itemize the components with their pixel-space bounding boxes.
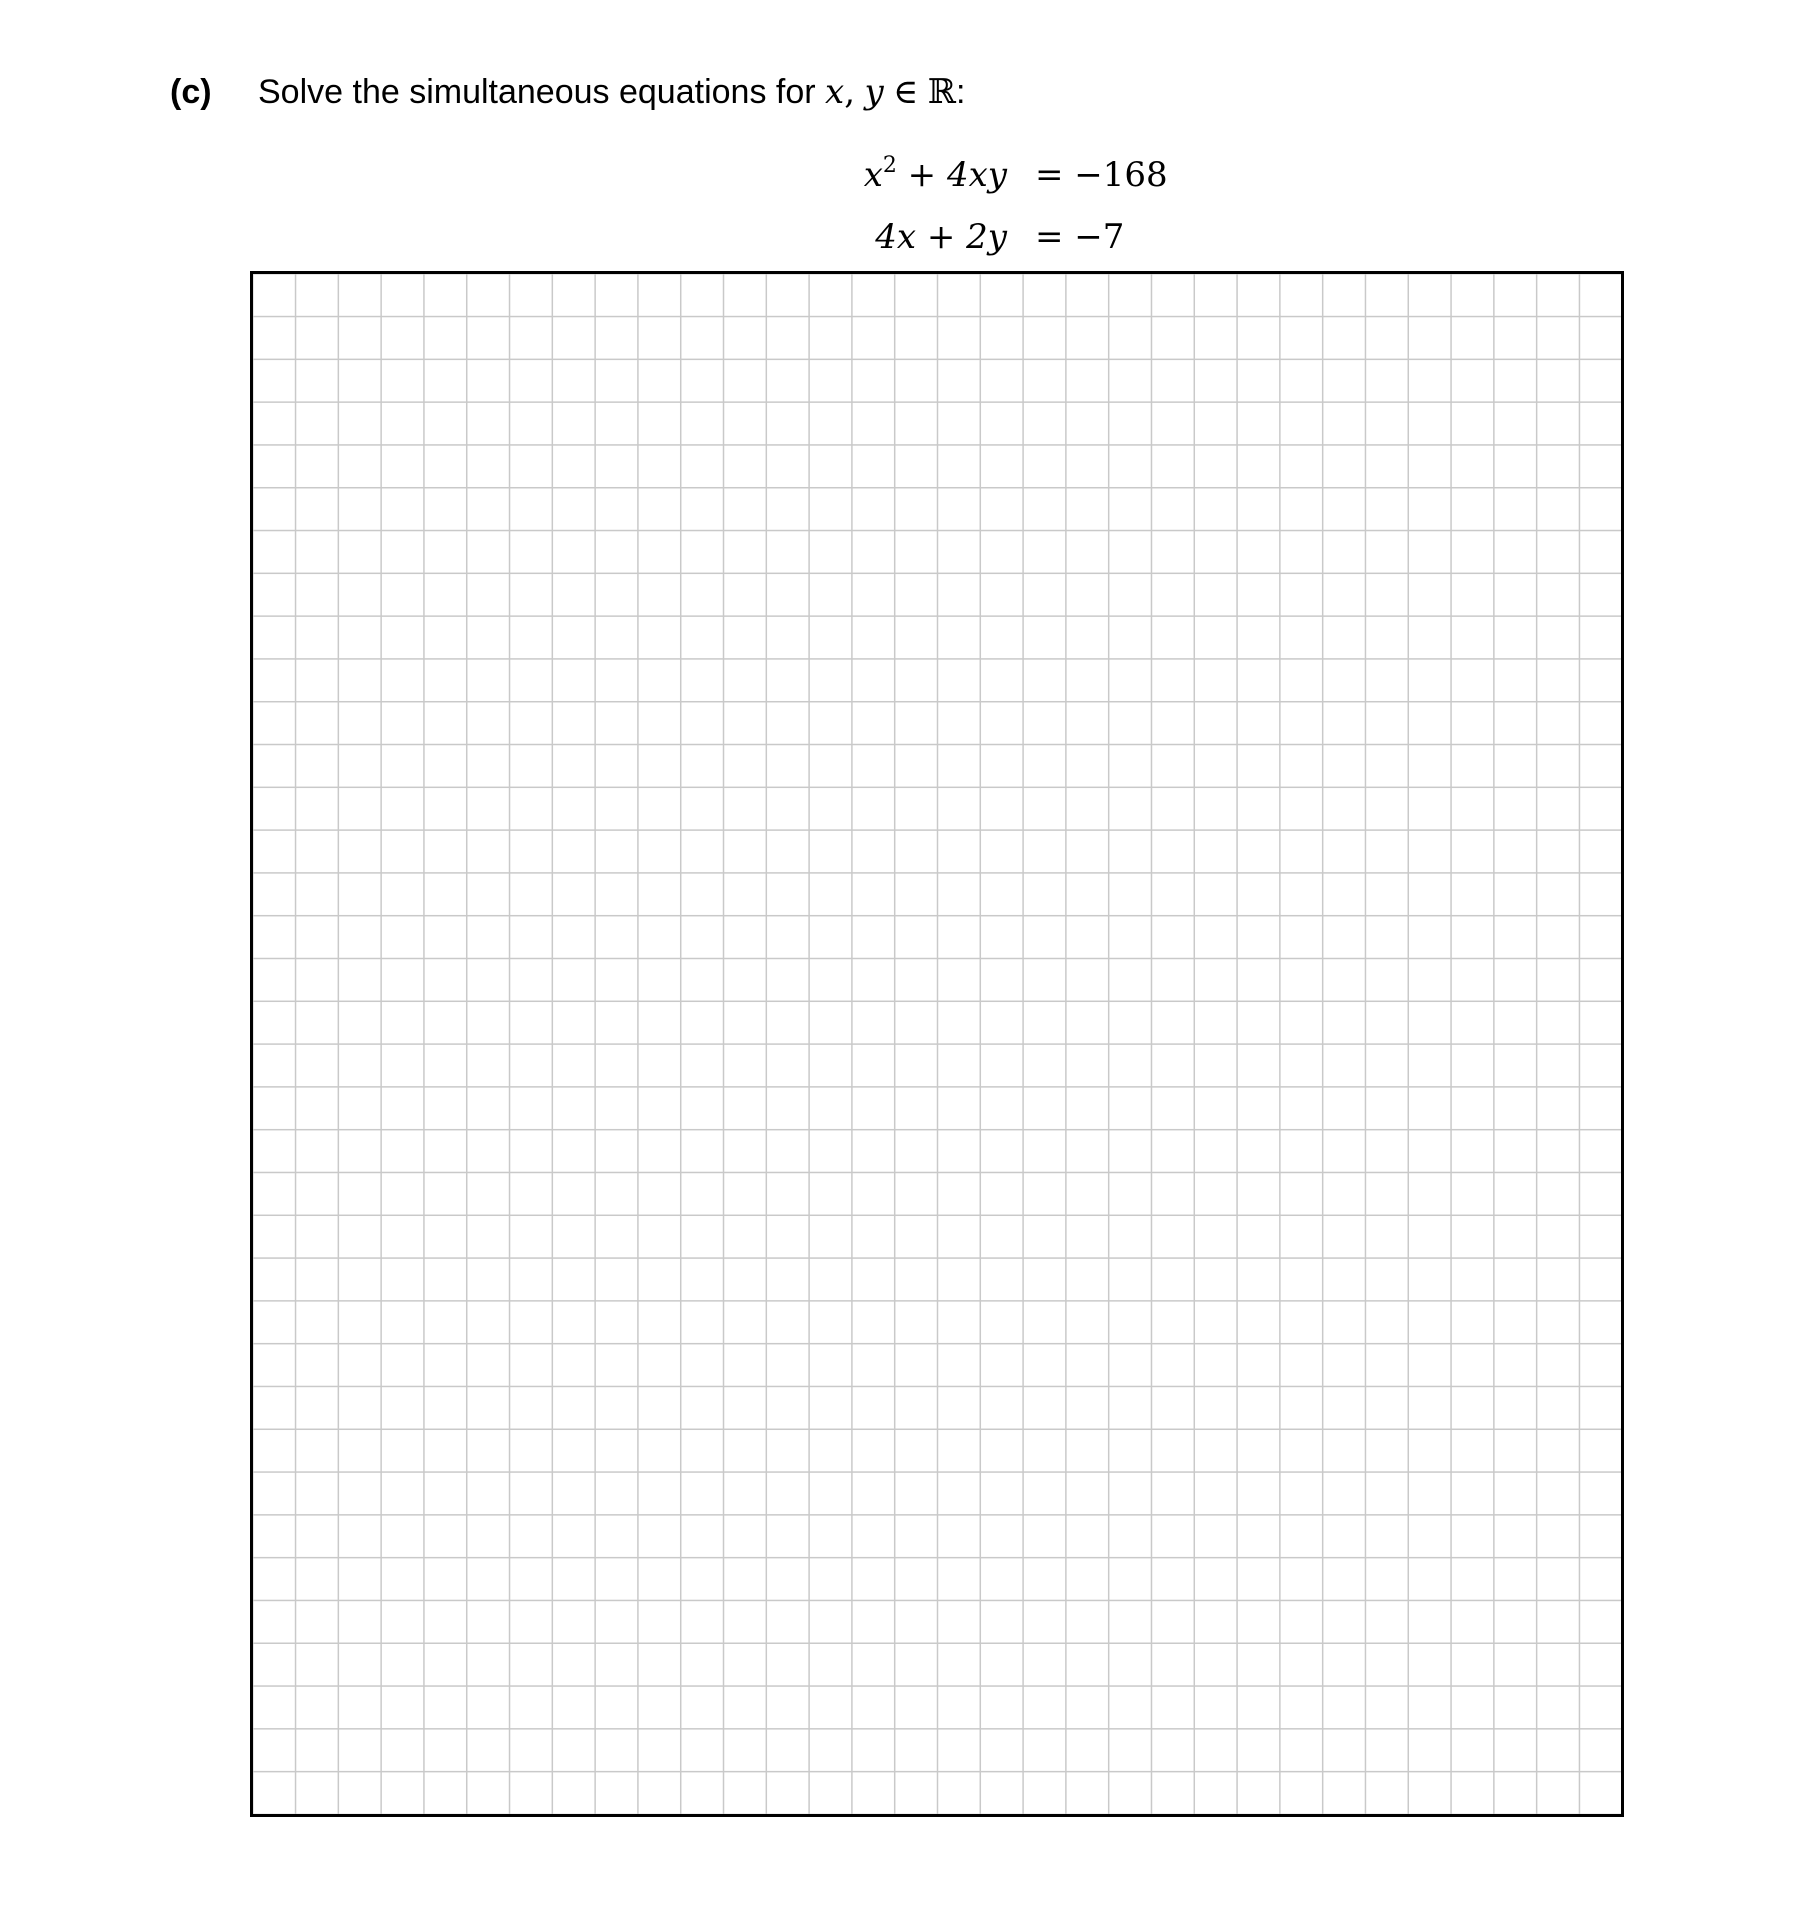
equation-row-1 <box>0 150 1819 200</box>
prompt-colon: : <box>956 73 966 111</box>
equation-2-lhs-base: 4x + 2y <box>875 217 1007 257</box>
equation-row-2 <box>0 212 1819 262</box>
real-numbers-symbol: ℝ <box>927 72 957 112</box>
equation-1-exponent: 2 <box>882 153 897 178</box>
question-prompt <box>258 70 966 114</box>
element-of-symbol: ∈ <box>893 72 919 112</box>
equation-2-lhs <box>875 212 1007 262</box>
prompt-text: Solve the simultaneous equations for <box>258 73 816 111</box>
answer-grid-area[interactable] <box>250 271 1624 1817</box>
question-part-label: (c) <box>170 73 212 111</box>
variable-y: y <box>864 72 884 112</box>
equation-1-rhs: = −168 <box>1035 155 1168 195</box>
variable-x: x <box>825 72 845 112</box>
comma: , <box>844 72 856 112</box>
equation-1-lhs-base: x <box>863 155 883 195</box>
equation-2-rhs: = −7 <box>1035 217 1125 257</box>
equation-1-lhs <box>864 150 1007 200</box>
equation-1-lhs-rest: + 4xy <box>896 155 1007 195</box>
